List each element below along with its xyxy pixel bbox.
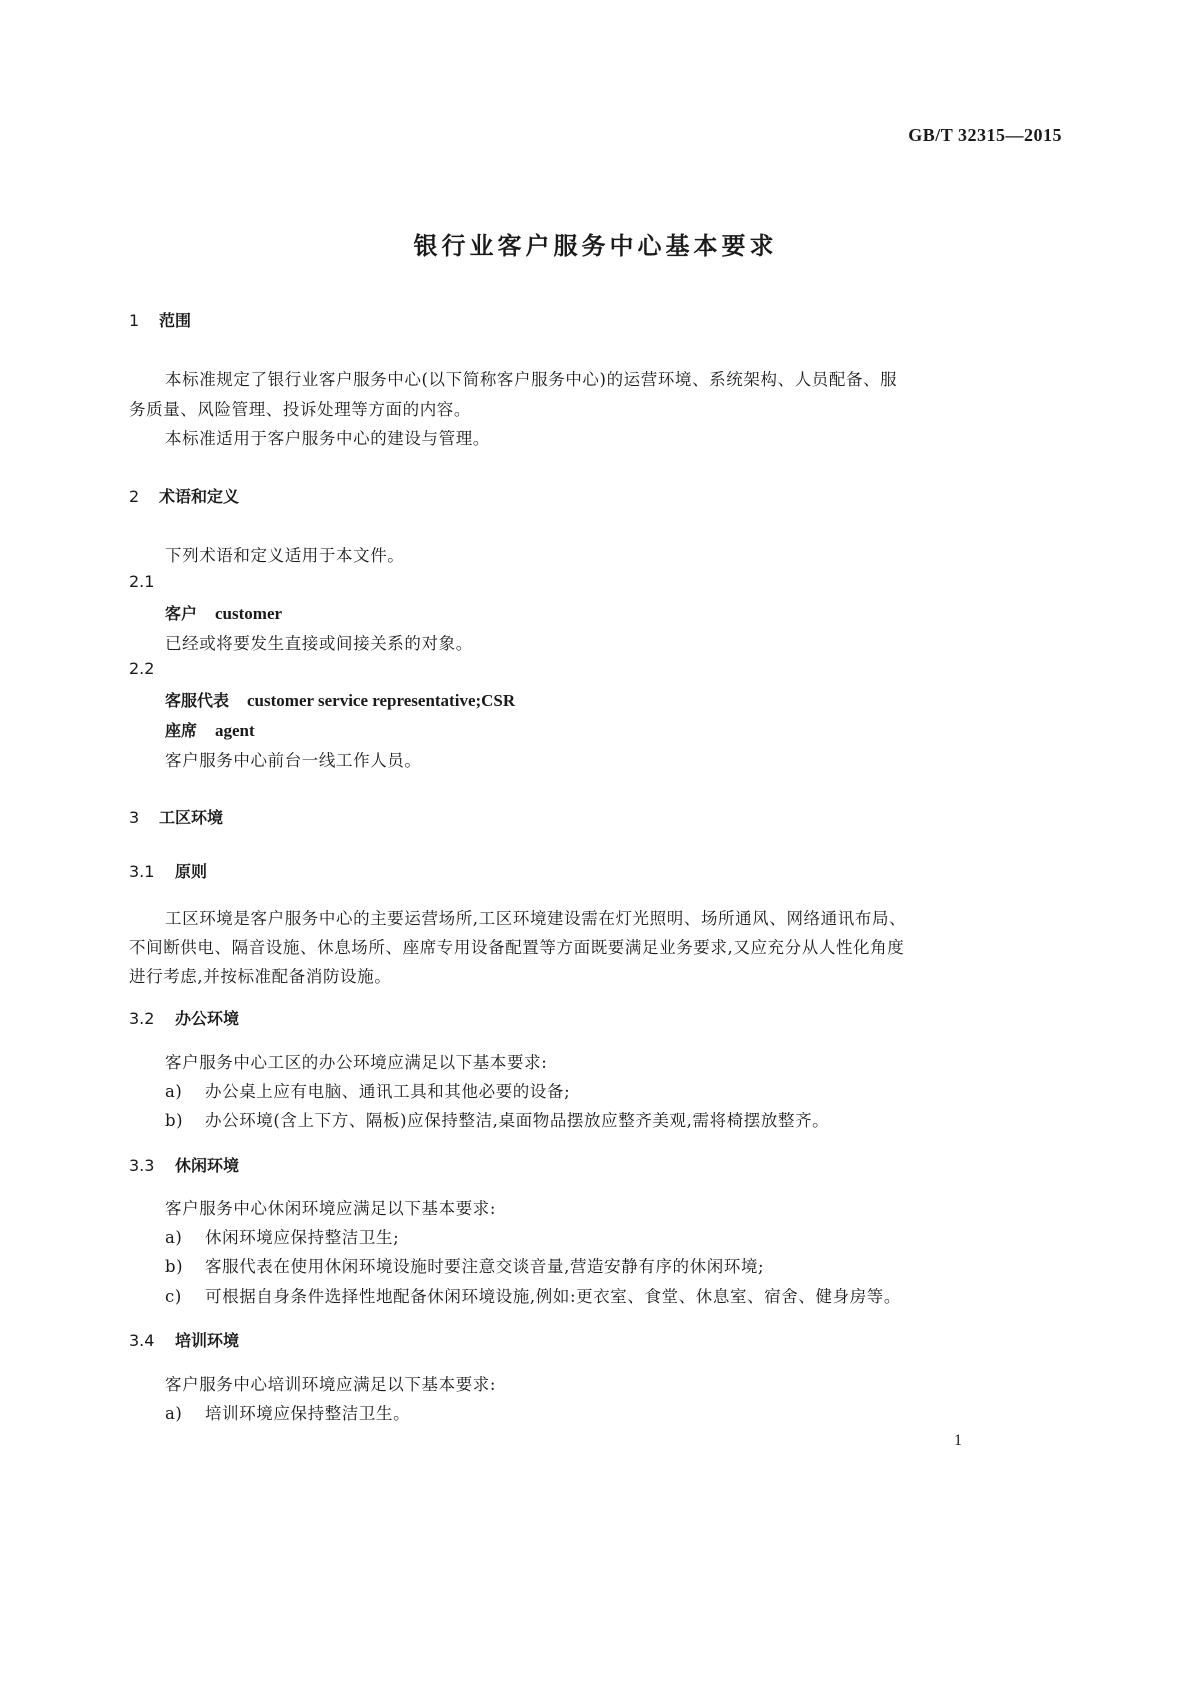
section-number: 1 — [129, 311, 140, 330]
list-item — [165, 1283, 901, 1307]
list-marker: a) — [165, 1228, 183, 1247]
section-3-heading — [129, 805, 223, 828]
section-3-1-heading — [129, 859, 207, 882]
section-3-3-heading — [129, 1153, 239, 1176]
section-number: 3 — [129, 808, 140, 827]
section-1-heading — [129, 308, 191, 331]
list-text: 办公桌上应有电脑、通讯工具和其他必要的设备; — [205, 1082, 571, 1101]
list-item — [165, 1400, 410, 1424]
list-item — [165, 1078, 570, 1102]
term-en: agent — [215, 721, 255, 740]
section-title: 原则 — [175, 862, 208, 881]
section-2-heading — [129, 484, 239, 507]
term-2-2-alt-label — [165, 718, 255, 741]
section-1-para-1-line-1: 本标准规定了银行业客户服务中心(以下简称客户服务中心)的运营环境、系统架构、人员配备、服 — [165, 370, 898, 389]
section-title: 休闲环境 — [175, 1156, 240, 1175]
section-title: 术语和定义 — [159, 487, 240, 506]
standard-code: GB/T 32315—2015 — [908, 125, 1062, 145]
section-2-intro: 下列术语和定义适用于本文件。 — [165, 546, 405, 565]
section-1-para-2: 本标准适用于客户服务中心的建设与管理。 — [165, 429, 490, 448]
list-marker: c) — [165, 1287, 182, 1306]
section-3-1-line-1: 工区环境是客户服务中心的主要运营场所,工区环境建设需在灯光照明、场所通风、网络通讯布局、 — [165, 909, 907, 928]
term-2-1-label — [165, 601, 282, 624]
list-text: 办公环境(含上下方、隔板)应保持整洁,桌面物品摆放应整齐美观,需将椅摆放整齐。 — [205, 1111, 830, 1130]
list-text: 客服代表在使用休闲环境设施时要注意交谈音量,营造安静有序的休闲环境; — [205, 1257, 765, 1276]
list-item — [165, 1107, 829, 1131]
list-text: 休闲环境应保持整洁卫生; — [205, 1228, 400, 1247]
list-marker: a) — [165, 1404, 183, 1423]
term-zh: 客户 — [165, 604, 198, 623]
document-title: 银行业客户服务中心基本要求 — [413, 232, 778, 260]
list-item — [165, 1224, 399, 1248]
section-title: 范围 — [159, 311, 192, 330]
section-3-4-heading — [129, 1328, 239, 1351]
list-text: 可根据自身条件选择性地配备休闲环境设施,例如:更衣室、食堂、休息室、宿舍、健身房等。 — [205, 1287, 902, 1306]
list-text: 培训环境应保持整洁卫生。 — [205, 1404, 411, 1423]
term-2-2-definition: 客户服务中心前台一线工作人员。 — [165, 751, 422, 770]
section-3-1-line-2: 不间断供电、隔音设施、休息场所、座席专用设备配置等方面既要满足业务要求,又应充分从人性化角度 — [129, 938, 905, 957]
section-number: 3.1 — [129, 862, 155, 881]
section-3-3-intro: 客户服务中心休闲环境应满足以下基本要求: — [165, 1199, 497, 1218]
term-en: customer — [215, 604, 283, 623]
term-zh: 客服代表 — [165, 691, 230, 710]
section-number: 3.2 — [129, 1009, 155, 1028]
section-title: 办公环境 — [175, 1009, 240, 1028]
section-title: 工区环境 — [159, 808, 224, 827]
section-3-2-intro: 客户服务中心工区的办公环境应满足以下基本要求: — [165, 1053, 548, 1072]
section-number: 2 — [129, 487, 140, 506]
section-title: 培训环境 — [175, 1331, 240, 1350]
page-number: 1 — [954, 1432, 962, 1449]
list-marker: a) — [165, 1082, 183, 1101]
term-zh: 座席 — [165, 721, 198, 740]
section-number: 3.3 — [129, 1156, 155, 1175]
section-3-4-intro: 客户服务中心培训环境应满足以下基本要求: — [165, 1375, 497, 1394]
term-2-2-number: 2.2 — [129, 659, 155, 678]
list-marker: b) — [165, 1111, 184, 1130]
section-number: 3.4 — [129, 1331, 155, 1350]
section-3-1-line-3: 进行考虑,并按标准配备消防设施。 — [129, 967, 392, 986]
section-3-2-heading — [129, 1006, 239, 1029]
term-2-2-label — [165, 688, 515, 711]
term-2-1-number: 2.1 — [129, 572, 155, 591]
list-marker: b) — [165, 1257, 184, 1276]
section-1-para-1-line-2: 务质量、风险管理、投诉处理等方面的内容。 — [129, 400, 471, 419]
term-2-1-definition: 已经或将要发生直接或间接关系的对象。 — [165, 634, 473, 653]
list-item — [165, 1253, 764, 1277]
term-en: customer service representative;CSR — [247, 691, 516, 710]
